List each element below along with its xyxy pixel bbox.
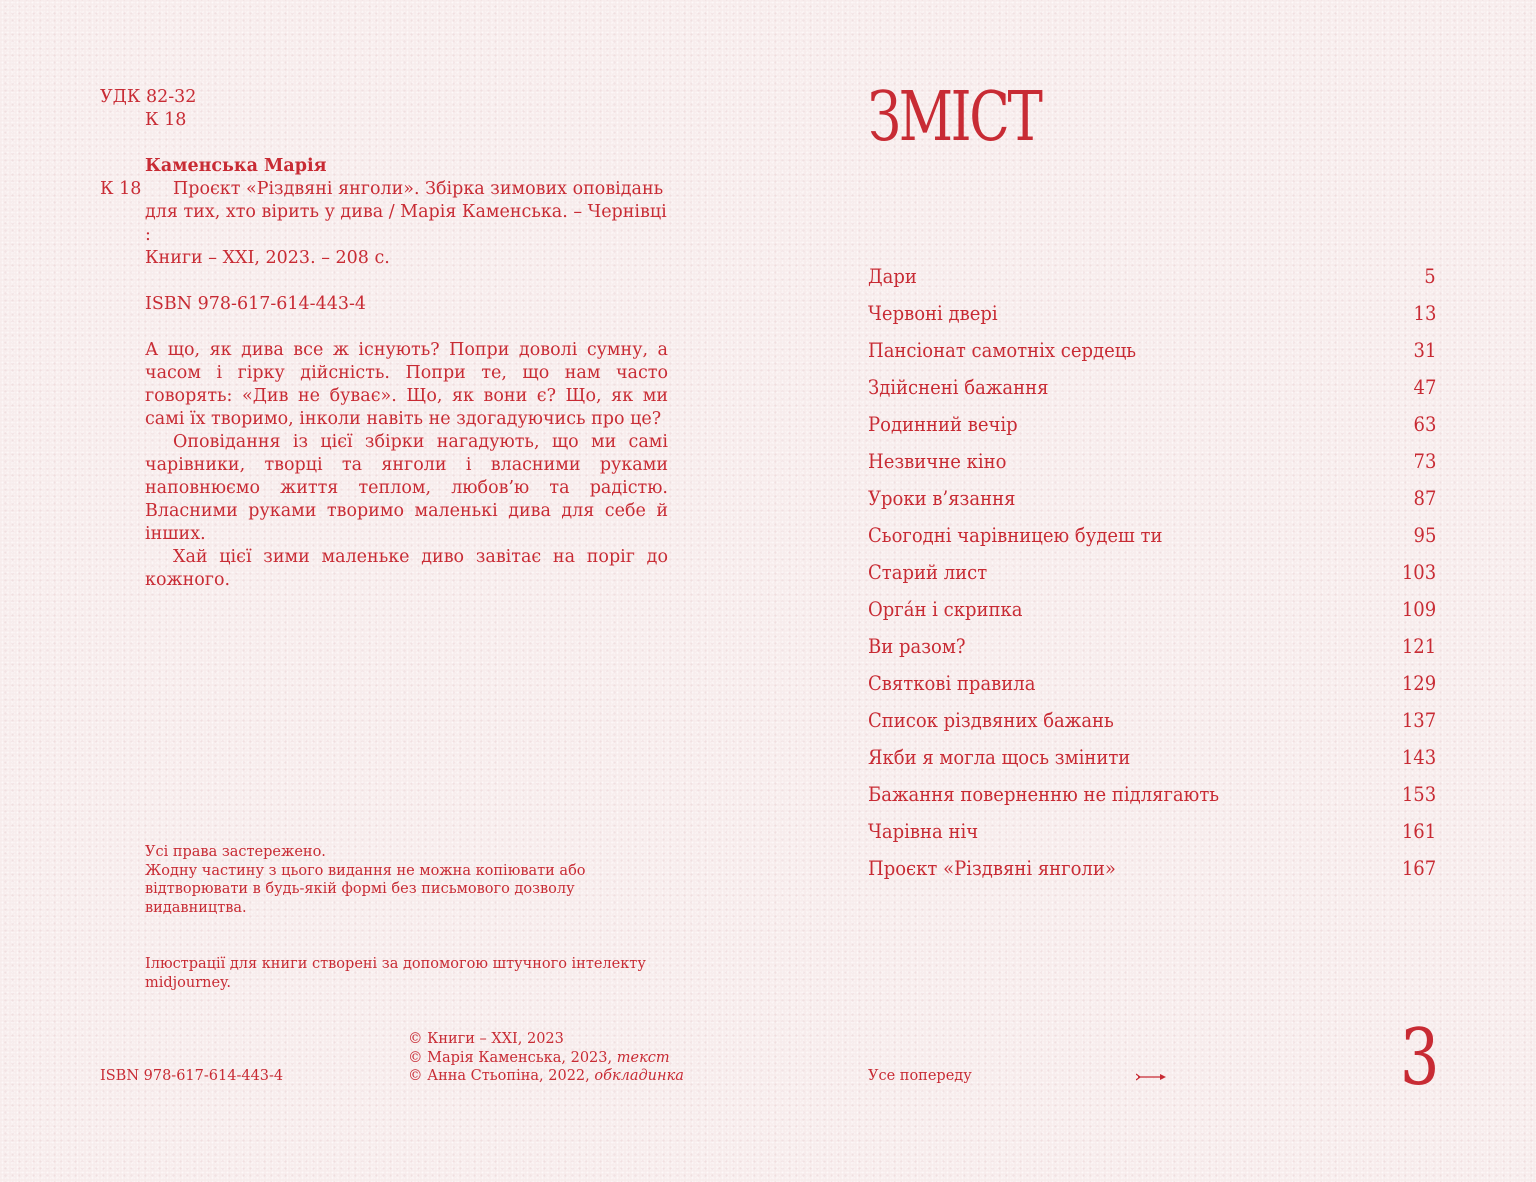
toc-entry[interactable] [868,850,1436,887]
toc-entry-page: 63 [1413,412,1436,436]
author-code-side: К 18 [100,179,142,199]
toc-entry-page: 121 [1401,634,1436,658]
rights-line-2: Жодну частину з цього видання не можна копіювати або відтворювати в будь-якій формі без письмового дозволу видавництва. [145,862,586,916]
bib-description-row [100,178,668,201]
toc-entry-page: 5 [1424,264,1436,288]
copyright-line-3 [408,1067,684,1086]
toc-entry-page: 31 [1413,338,1436,362]
udk-line: УДК 82-32 [100,87,197,107]
toc-entry[interactable] [868,702,1436,739]
toc-entry-title: Якби я могла щось змінити [868,745,1131,769]
table-of-contents [868,258,1436,887]
toc-entry[interactable] [868,665,1436,702]
annotation-paragraph-3: Хай цієї зими маленьке диво завітає на поріг до кожного. [145,547,668,590]
toc-entry-page: 47 [1413,375,1436,399]
toc-entry-title: Родинний вечір [868,412,1018,436]
toc-entry-page: 13 [1413,301,1436,325]
toc-entry-title: Список різдвяних бажань [868,708,1114,732]
arrow-right-icon [1136,1071,1168,1083]
toc-entry-page: 73 [1413,449,1436,473]
toc-entry-page: 167 [1401,856,1436,880]
author-name: Каменська Марія [145,156,327,176]
toc-entry-title: Орга́н і скрипка [868,597,1023,621]
toc-entry[interactable] [868,332,1436,369]
isbn-bottom: ISBN 978-617-614-443-4 [100,1068,284,1084]
toc-entry-page: 137 [1401,708,1436,732]
footer-note: Усе попереду [868,1068,972,1084]
toc-entry-page: 161 [1401,819,1436,843]
toc-entry-title: Уроки в’язання [868,486,1016,510]
copyright-text-1: © Книги – ХХІ, 2023 [408,1031,564,1047]
toc-entry-title: Пансіонат самотніх сердець [868,338,1137,362]
copyright-line-1 [408,1030,678,1049]
page-number: 3 [1400,1013,1440,1103]
toc-entry-title: Сьогодні чарівницею будеш ти [868,523,1163,547]
copyright-role-3: обкладинка [594,1068,684,1084]
toc-entry[interactable] [868,739,1436,776]
annotation [100,339,668,592]
toc-entry[interactable] [868,369,1436,406]
bib-line-3: Книги – ХХІ, 2023. – 208 с. [145,248,390,268]
toc-entry-title: Старий лист [868,560,988,584]
bib-line-1: Проєкт «Різдвяні янголи». Збірка зимових оповідань [173,179,664,199]
illustrations-note [145,955,668,992]
author-code-top: К 18 [145,110,187,130]
copyright-text-3: © Анна Стьопіна, 2022, [408,1068,595,1084]
toc-entry-title: Проєкт «Різдвяні янголи» [868,856,1116,880]
bib-line-2: для тих, хто вірить у дива / Марія Каменська. – Чернівці : [145,202,667,245]
annotation-paragraph-1: А що, як дива все ж існують? Попри доволі сумну, а часом і гірку дійсність. Попри те, що нам часто говорять: «Див не буває». Що, як вони є? Що, як ми самі їх творимо, інколи навіть не здогадуючись про це? [145,340,668,429]
toc-entry[interactable] [868,517,1436,554]
toc-entry-page: 109 [1401,597,1436,621]
isbn-line: ISBN 978-617-614-443-4 [145,294,367,314]
toc-entry-page: 153 [1401,782,1436,806]
toc-entry-title: Бажання поверненню не підлягають [868,782,1220,806]
toc-entry-page: 103 [1401,560,1436,584]
annotation-paragraph-2: Оповідання із цієї збірки нагадують, що ми самі чарівники, творці та янголи і власними руками наповнюємо життя теплом, любов’ю та радістю. Власними руками творимо маленькі дива для себе й інших. [145,432,668,544]
toc-entry[interactable] [868,591,1436,628]
toc-entry-title: Здійснені бажання [868,375,1049,399]
toc-entry-page: 143 [1401,745,1436,769]
toc-entry-page: 87 [1413,486,1436,510]
toc-entry[interactable] [868,813,1436,850]
toc-entry[interactable] [868,406,1436,443]
toc-entry[interactable] [868,776,1436,813]
toc-entry-title: Незвичне кіно [868,449,1007,473]
toc-entry-page: 95 [1413,523,1436,547]
toc-entry[interactable] [868,480,1436,517]
rights-line-1: Усі права застережено. [145,844,326,860]
illustrations-text: Ілюстрації для книги створені за допомогою штучного інтелекту midjourney. [145,956,646,991]
toc-entry[interactable] [868,628,1436,665]
toc-entry[interactable] [868,295,1436,332]
copyright-role-2: текст [616,1049,670,1066]
toc-entry-title: Чарівна ніч [868,819,979,843]
right-page [768,0,1536,1182]
copyright-line-2 [408,1049,678,1068]
copyright-block [408,1030,684,1086]
toc-entry[interactable] [868,554,1436,591]
catalog-record [100,86,668,592]
toc-entry[interactable] [868,443,1436,480]
toc-entry-title: Червоні двері [868,301,998,325]
copyright-text-2: © Марія Каменська, 2023, [408,1049,617,1066]
toc-entry-title: Дари [868,264,917,288]
rights-notice [145,843,668,917]
toc-entry-title: Святкові правила [868,671,1036,695]
toc-entry[interactable] [868,258,1436,295]
toc-entry-page: 129 [1401,671,1436,695]
toc-entry-title: Ви разом? [868,634,966,658]
toc-title: ЗМІСТ [868,78,1041,157]
